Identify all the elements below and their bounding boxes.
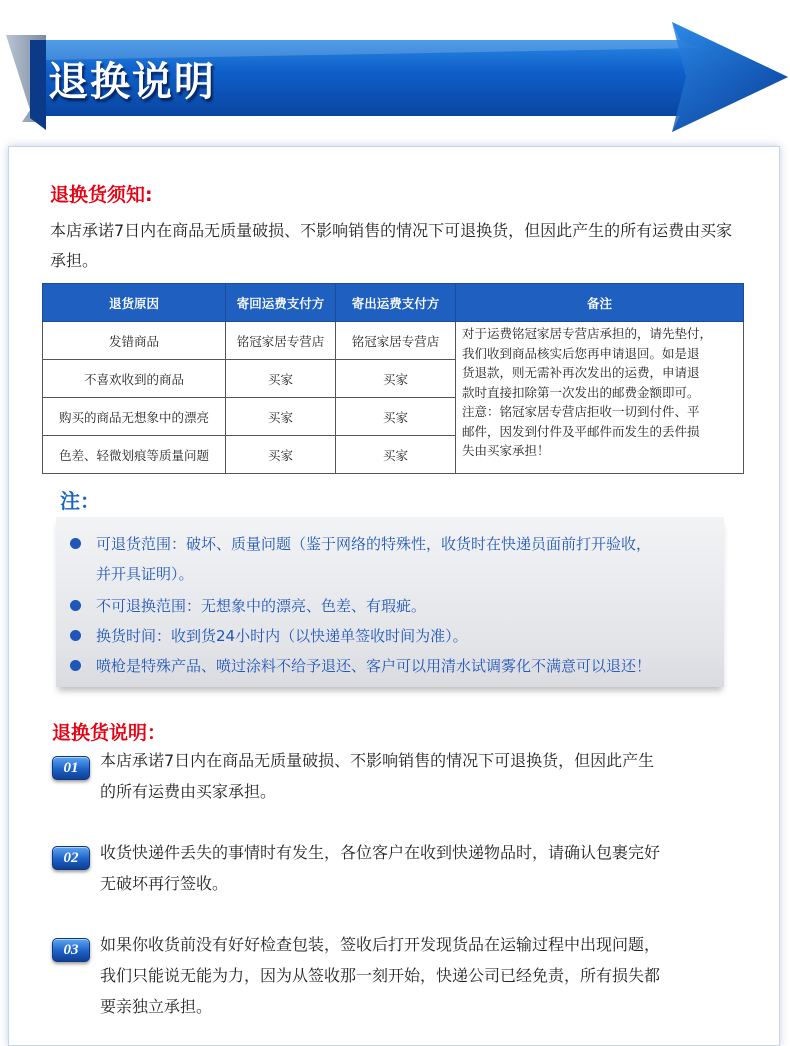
note-box bbox=[56, 517, 724, 687]
table-header-row bbox=[43, 284, 744, 322]
cell-reason: 不喜欢收到的商品 bbox=[43, 360, 226, 398]
number-badge-icon: 02 bbox=[52, 846, 90, 870]
remark-line: 我们收到商品核实后您再申请退回。如是退 bbox=[462, 345, 700, 361]
col-header-return-shipping: 寄回运费支付方 bbox=[226, 284, 336, 322]
cell-return-payer: 买家 bbox=[226, 360, 336, 398]
cell-return-payer: 铭冠家居专营店 bbox=[226, 322, 336, 360]
explain-line: 无破坏再行签收。 bbox=[100, 874, 229, 893]
cell-remark bbox=[456, 322, 744, 474]
explain-item-2 bbox=[100, 837, 740, 899]
remark-line: 邮件，因发到付件及平邮件而发生的丢件损 bbox=[462, 423, 700, 439]
cell-send-payer: 买家 bbox=[336, 360, 456, 398]
cell-return-payer: 买家 bbox=[226, 436, 336, 474]
remark-line: 货退款，则无需补再次发出的运费，申请退 bbox=[462, 365, 700, 380]
col-header-remark: 备注 bbox=[456, 284, 744, 322]
explain-line: 如果你收货前没有好好检查包装，签收后打开发现货品在运输过程中出现问题， bbox=[100, 935, 661, 954]
note-item: 可退货范围：破坏、质量问题（鉴于网络的特殊性，收货时在快递员面前打开验收， bbox=[96, 535, 652, 553]
page-title: 退换说明 bbox=[48, 59, 216, 105]
cell-return-payer: 买家 bbox=[226, 398, 336, 436]
explain-item-3 bbox=[100, 929, 740, 1022]
remark-line: 对于运费铭冠家居专营店承担的，请先垫付， bbox=[462, 326, 713, 341]
explain-line: 本店承诺7日内在商品无质量破损、不影响销售的情况下可退换货，但因此产生 bbox=[100, 751, 655, 770]
cell-send-payer: 买家 bbox=[336, 398, 456, 436]
cell-reason: 发错商品 bbox=[43, 322, 226, 360]
explain-item-1 bbox=[100, 745, 740, 807]
bullet-icon bbox=[70, 600, 81, 611]
note-label: 注： bbox=[60, 489, 100, 513]
cell-reason: 色差、轻微划痕等质量问题 bbox=[43, 436, 226, 474]
explain-line: 我们只能说无能为力，因为从签收那一刻开始，快递公司已经免责，所有损失都 bbox=[100, 966, 661, 985]
explain-title: 退换货说明： bbox=[52, 722, 167, 744]
number-badge-icon: 01 bbox=[52, 756, 90, 780]
cell-reason: 购买的商品无想象中的漂亮 bbox=[43, 398, 226, 436]
cell-send-payer: 买家 bbox=[336, 436, 456, 474]
bullet-icon bbox=[70, 630, 81, 641]
header-banner bbox=[0, 0, 790, 150]
explain-line: 要亲独立承担。 bbox=[100, 997, 213, 1016]
table-row bbox=[43, 322, 744, 360]
notice-text: 本店承诺7日内在商品无质量破损、不影响销售的情况下可退换货，但因此产生的所有运费由买家承担。 bbox=[50, 221, 733, 270]
bullet-icon bbox=[70, 538, 81, 549]
bullet-icon bbox=[70, 660, 81, 671]
remark-line: 注意：铭冠家居专营店拒收一切到付件、平 bbox=[462, 404, 700, 419]
cell-send-payer: 铭冠家居专营店 bbox=[336, 322, 456, 360]
notice-title: 退换货须知: bbox=[50, 184, 153, 206]
col-header-reason: 退货原因 bbox=[43, 284, 226, 322]
note-item: 喷枪是特殊产品、喷过涂料不给予退还、客户可以用清水试调雾化不满意可以退还！ bbox=[96, 657, 652, 675]
explain-line: 收货快递件丢失的事情时有发生，各位客户在收到快递物品时，请确认包裹完好 bbox=[100, 843, 661, 862]
number-badge-icon: 03 bbox=[52, 938, 90, 962]
note-item-continued: 并开具证明）。 bbox=[96, 565, 194, 583]
col-header-send-shipping: 寄出运费支付方 bbox=[336, 284, 456, 322]
note-item: 不可退换范围：无想象中的漂亮、色差、有瑕疵。 bbox=[96, 597, 427, 615]
remark-line: 失由买家承担！ bbox=[462, 443, 550, 458]
explain-line: 的所有运费由买家承担。 bbox=[100, 782, 277, 801]
return-policy-table bbox=[42, 283, 744, 474]
remark-line: 款时直接扣除第一次发出的邮费金额即可。 bbox=[462, 384, 700, 400]
note-item: 换货时间：收到货24小时内（以快递单签收时间为准）。 bbox=[96, 627, 468, 645]
